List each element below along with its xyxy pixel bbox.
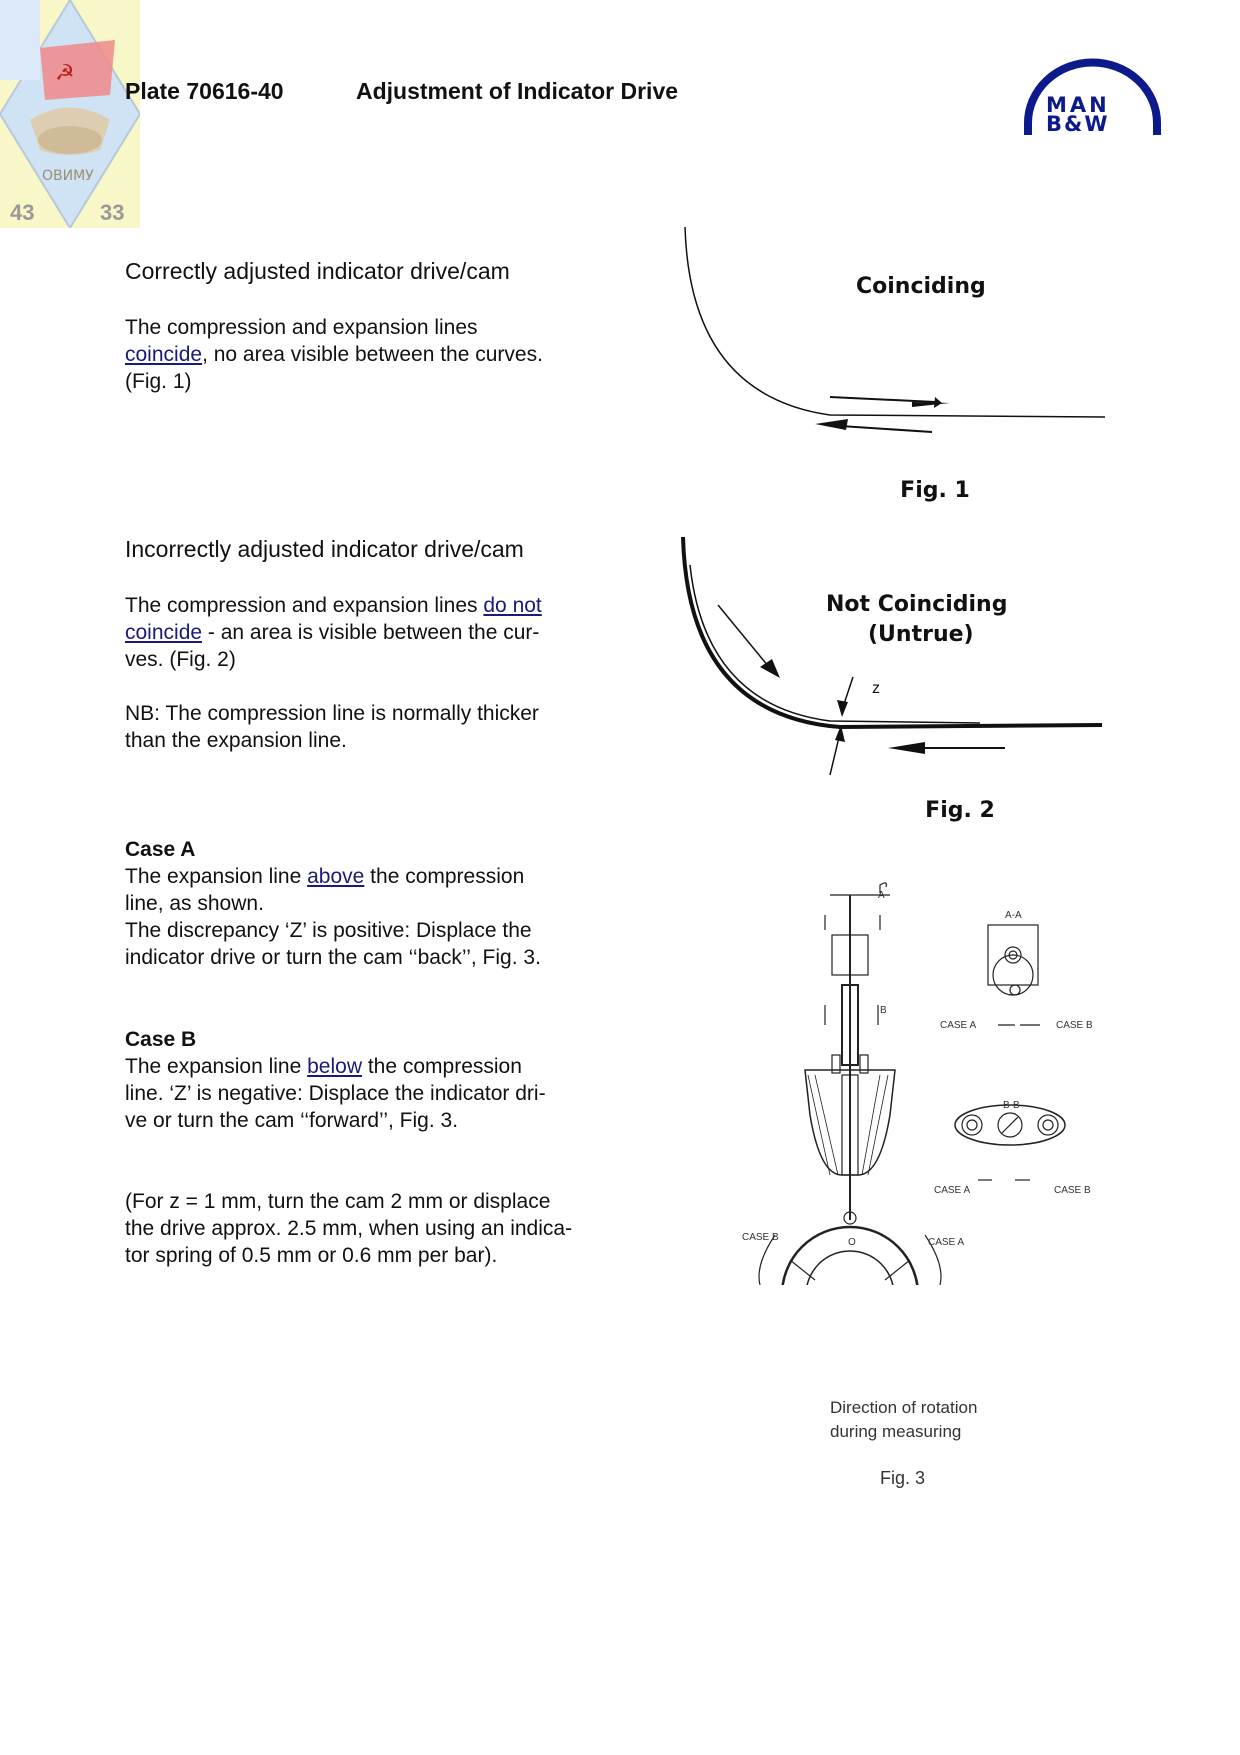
section-incorrect-title: Incorrectly adjusted indicator drive/cam [125, 536, 524, 562]
fig3-cam-outer [782, 1227, 918, 1285]
coincide-link: coincide [125, 621, 203, 644]
stamp-org-text: ОВИМУ [42, 168, 94, 184]
fig2-arrow-line [718, 605, 773, 672]
fig3-case-a-top: CASE A [940, 1020, 977, 1031]
fig3-o-mark: O [848, 1237, 856, 1248]
nb-note [125, 700, 645, 754]
fig2-diagram [680, 535, 1120, 785]
fig3-case-b-mid: CASE B [1054, 1185, 1091, 1196]
text: ve or turn the cam ‘‘forward’’, Fig. 3. [125, 1109, 459, 1132]
case-a-heading: Case A [125, 838, 196, 861]
section-correct-title: Correctly adjusted indicator drive/cam [125, 258, 510, 284]
fig2-caption: Fig. 2 [925, 798, 995, 823]
text: , no area visible between the curves. [202, 343, 543, 366]
fig3-case-a-cam: CASE A [928, 1237, 965, 1248]
logo-line-1: MAN [1046, 93, 1110, 117]
fig3-direction-line-2: during measuring [830, 1422, 962, 1441]
nb-line-1: NB: The compression line is normally thicker [125, 702, 539, 725]
coincide-link: coincide [125, 343, 203, 366]
section-correct-text [125, 314, 645, 395]
plate-number: Plate 70616-40 [125, 78, 284, 104]
fig3-drawing [730, 875, 1110, 1285]
text: The discrepancy ‘Z’ is positive: Displace the [125, 919, 532, 942]
text: the compression [364, 865, 525, 888]
fig2-return-arrow-head [888, 742, 925, 754]
text: The expansion line [125, 865, 308, 888]
fig2-label-2: (Untrue) [868, 622, 974, 647]
below-link: below [307, 1055, 362, 1078]
page-title: Adjustment of Indicator Drive [356, 78, 679, 104]
text: line, as shown. [125, 892, 264, 915]
fig1-caption: Fig. 1 [900, 478, 970, 503]
stamp-left-number: 43 [10, 200, 35, 225]
fig1-arrow-head-right [934, 397, 942, 408]
text: (Fig. 1) [125, 370, 192, 393]
section-incorrect-text [125, 592, 645, 673]
text: the drive approx. 2.5 mm, when using an indica- [125, 1217, 573, 1240]
fig1-curve [685, 227, 1105, 417]
do-not-link: do not [483, 594, 542, 617]
text: tor spring of 0.5 mm or 0.6 mm per bar). [125, 1244, 498, 1267]
fig2-label-1: Not Coinciding [826, 592, 1008, 617]
case-b-heading: Case B [125, 1028, 197, 1051]
nb-line-2: than the expansion line. [125, 729, 347, 752]
stamp-emblem-icon [0, 0, 140, 228]
text: the compression [362, 1055, 522, 1078]
fig2-z-label: z [872, 680, 880, 697]
institution-stamp [0, 0, 140, 228]
fig3-caption: Fig. 3 [880, 1468, 926, 1488]
text: (For z = 1 mm, turn the cam 2 mm or displace [125, 1190, 551, 1213]
fig3-case-b-top: CASE B [1056, 1020, 1093, 1031]
fig3-aa-label: A-A [1005, 910, 1022, 921]
fig1-diagram [680, 225, 1120, 435]
fig3-cam-inner [806, 1251, 894, 1285]
fig2-arrow-head-down [760, 659, 780, 678]
text: - an area is visible between the cur- [202, 621, 540, 644]
text: The compression and expansion lines [125, 316, 478, 339]
fig3-b-mark: B [880, 1005, 887, 1016]
fig2-z-arrowhead-top [837, 700, 848, 717]
fig3-direction-line-1: Direction of rotation [830, 1398, 978, 1417]
case-a-block [125, 836, 645, 971]
logo-line-2: B&W [1046, 112, 1110, 136]
fig1-label: Coinciding [856, 274, 986, 299]
text: The compression and expansion lines [125, 594, 484, 617]
man-bw-logo [1020, 55, 1165, 140]
fig1-arrow-head-left [815, 419, 848, 430]
text: The expansion line [125, 1055, 308, 1078]
case-b-block [125, 1026, 645, 1134]
conversion-note [125, 1188, 665, 1269]
stamp-right-number: 33 [100, 200, 125, 225]
text: ves. (Fig. 2) [125, 648, 236, 671]
fig3-a-mark: A [878, 890, 885, 901]
above-link: above [307, 865, 365, 888]
fig1-arrow-head-right-large [912, 402, 950, 407]
fig3-bb-label: B-B [1003, 1100, 1020, 1111]
fig3-case-b-cam: CASE B [742, 1232, 779, 1243]
fig1-compression-arrow-line [830, 397, 935, 402]
svg-text:☭: ☭ [55, 61, 75, 86]
text: indicator drive or turn the cam ‘‘back’’, Fig. 3. [125, 946, 541, 969]
text: line. ‘Z’ is negative: Displace the indicator dri- [125, 1082, 546, 1105]
fig3-case-a-mid: CASE A [934, 1185, 971, 1196]
